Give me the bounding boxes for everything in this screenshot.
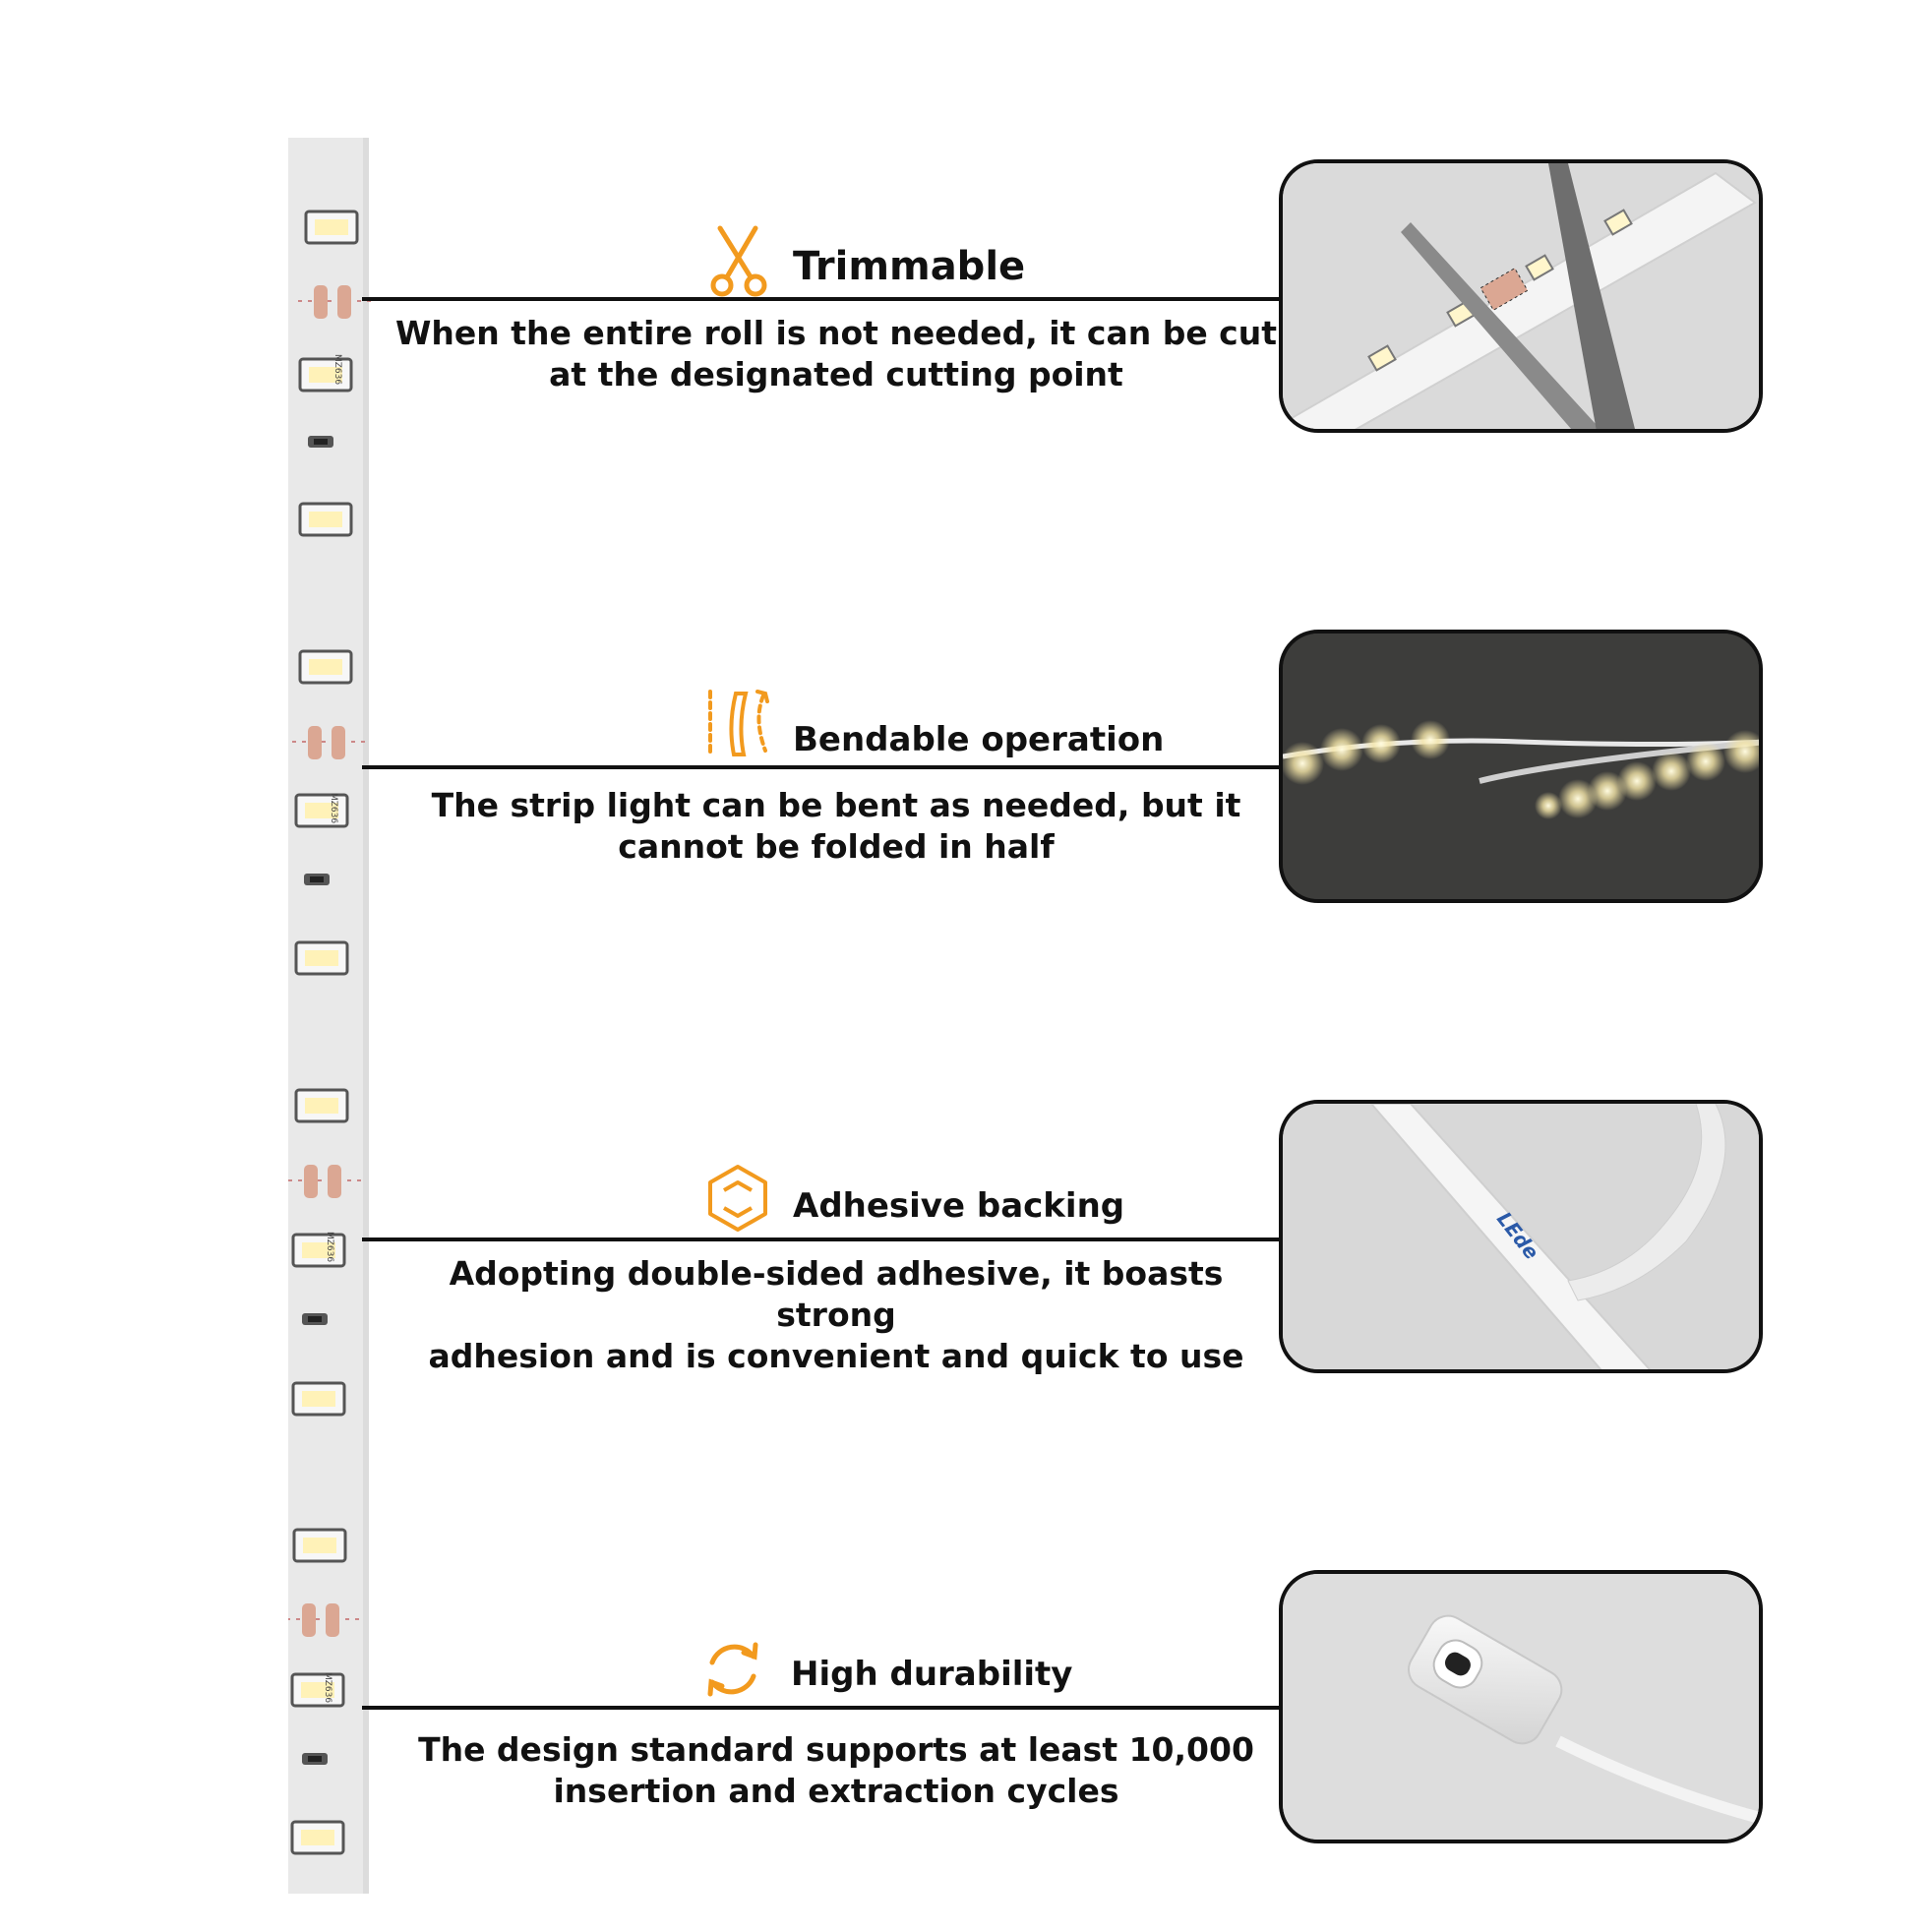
adhesive-photo [1279, 1100, 1763, 1373]
bend-icon [706, 686, 775, 764]
hexagon-icon [704, 1163, 771, 1238]
feature-title: Adhesive backing [793, 1186, 1125, 1226]
feature-description: Adopting double-sided adhesive, it boasts strong adhesion and is convenient and quick to use [428, 1254, 1244, 1375]
feature-description: The design standard supports at least 10,000 insertion and extraction cycles [418, 1730, 1254, 1810]
cutting-photo [1279, 159, 1763, 433]
feature-title: Bendable operation [793, 720, 1165, 759]
divider-line [362, 1706, 1279, 1710]
divider-line [362, 297, 1279, 301]
strip-marking-3: MZ636 [325, 1232, 334, 1263]
bending-photo [1279, 630, 1763, 903]
strip-marking-1: MZ636 [332, 354, 342, 386]
scissors-icon [706, 224, 771, 301]
divider-line [362, 765, 1279, 769]
feature-description: When the entire roll is not needed, it can be cut at the designated cutting point [394, 314, 1278, 393]
led-strip-image [288, 138, 372, 1894]
strip-marking-2: MZ636 [329, 793, 338, 824]
divider-line [362, 1238, 1279, 1241]
strip-marking-4: MZ636 [323, 1672, 332, 1704]
feature-description: The strip light can be bent as needed, but it cannot be folded in half [431, 786, 1241, 866]
refresh-cycle-icon [698, 1635, 767, 1708]
brand-text: LEde [1491, 1207, 1544, 1264]
feature-title: High durability [791, 1655, 1073, 1694]
usb-c-connector-photo [1279, 1570, 1763, 1843]
feature-title: Trimmable [793, 244, 1026, 289]
